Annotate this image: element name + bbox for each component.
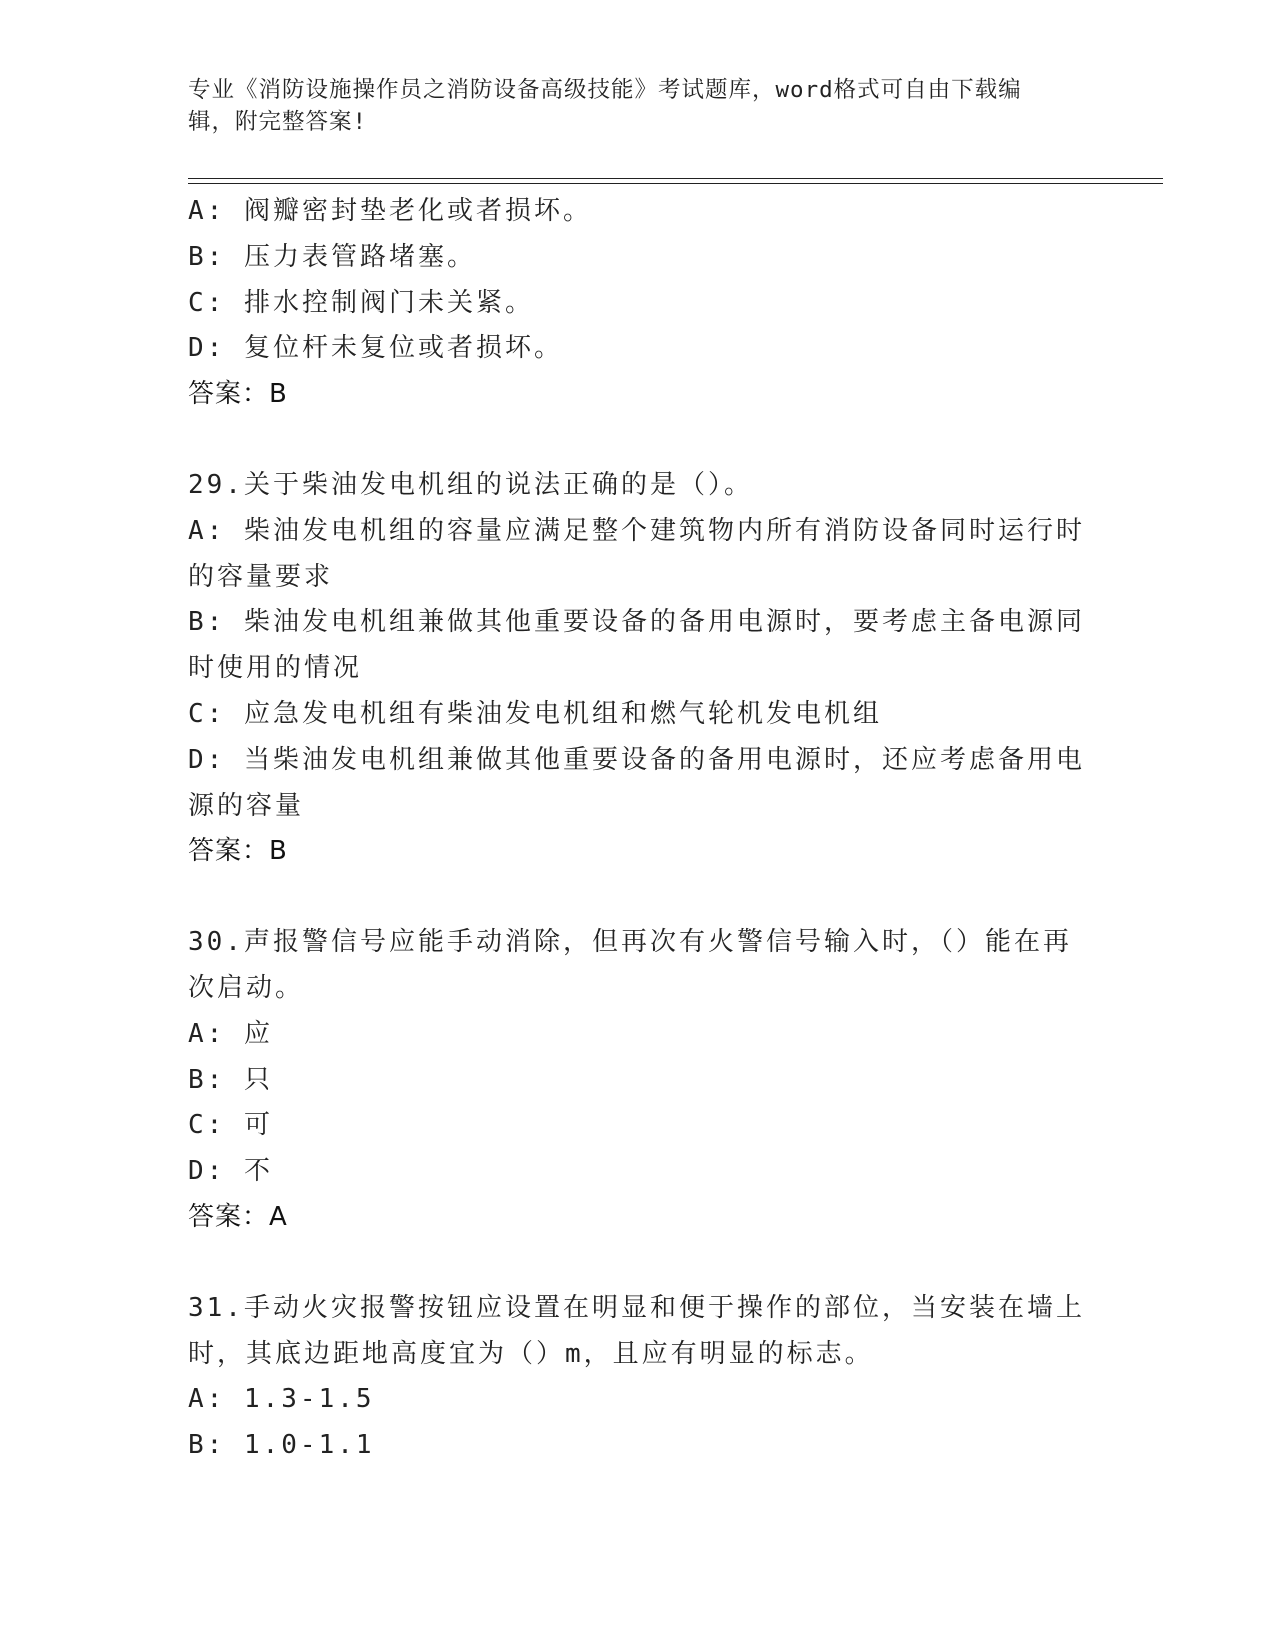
question-stem: 30.声报警信号应能手动消除，但再次有火警信号输入时，（）能在再次启动。 (188, 927, 1072, 1003)
spacer (188, 1241, 1088, 1286)
question-stem: 31.手动火灾报警按钮应设置在明显和便于操作的部位，当安装在墙上时，其底边距地高度宜为（）m，且应有明显的标志。 (188, 1292, 1085, 1369)
option-b: B: 柴油发电机组兼做其他重要设备的备用电源时，要考虑主备电源同时使用的情况 (188, 607, 1085, 684)
option-a: A: 柴油发电机组的容量应满足整个建筑物内所有消防设备同时运行时的容量要求 (188, 515, 1085, 592)
option-b: B: 1.0-1.1 (188, 1430, 375, 1461)
option-d: D: 不 (188, 1156, 273, 1187)
header-divider-top (188, 178, 1163, 179)
header-divider-bottom (188, 183, 1163, 184)
question-stem: 29.关于柴油发电机组的说法正确的是（）。 (188, 469, 753, 500)
option-c: C: 可 (188, 1110, 273, 1141)
option-b: B: 压力表管路堵塞。 (188, 241, 476, 272)
option-a: A: 应 (188, 1018, 273, 1049)
document-header: 专业《消防设施操作员之消防设备高级技能》考试题库，word格式可自由下载编辑，附完整答案! (188, 77, 1022, 135)
option-d: D: 复位杆未复位或者损坏。 (188, 333, 563, 364)
answer-line: 答案：B (188, 836, 288, 867)
option-a: A: 1.3-1.5 (188, 1384, 375, 1415)
option-a: A: 阀瓣密封垫老化或者损坏。 (188, 196, 592, 226)
answer-line: 答案：A (188, 1201, 288, 1232)
option-d: D: 当柴油发电机组兼做其他重要设备的备用电源时，还应考虑备用电源的容量 (188, 744, 1085, 821)
answer-line: 答案：B (188, 379, 288, 410)
spacer (188, 875, 1088, 920)
option-c: C: 应急发电机组有柴油发电机组和燃气轮机发电机组 (188, 698, 882, 729)
spacer (188, 418, 1088, 463)
question-list (188, 189, 1088, 1469)
option-b: B: 只 (188, 1064, 273, 1095)
option-c: C: 排水控制阀门未关紧。 (188, 287, 534, 318)
